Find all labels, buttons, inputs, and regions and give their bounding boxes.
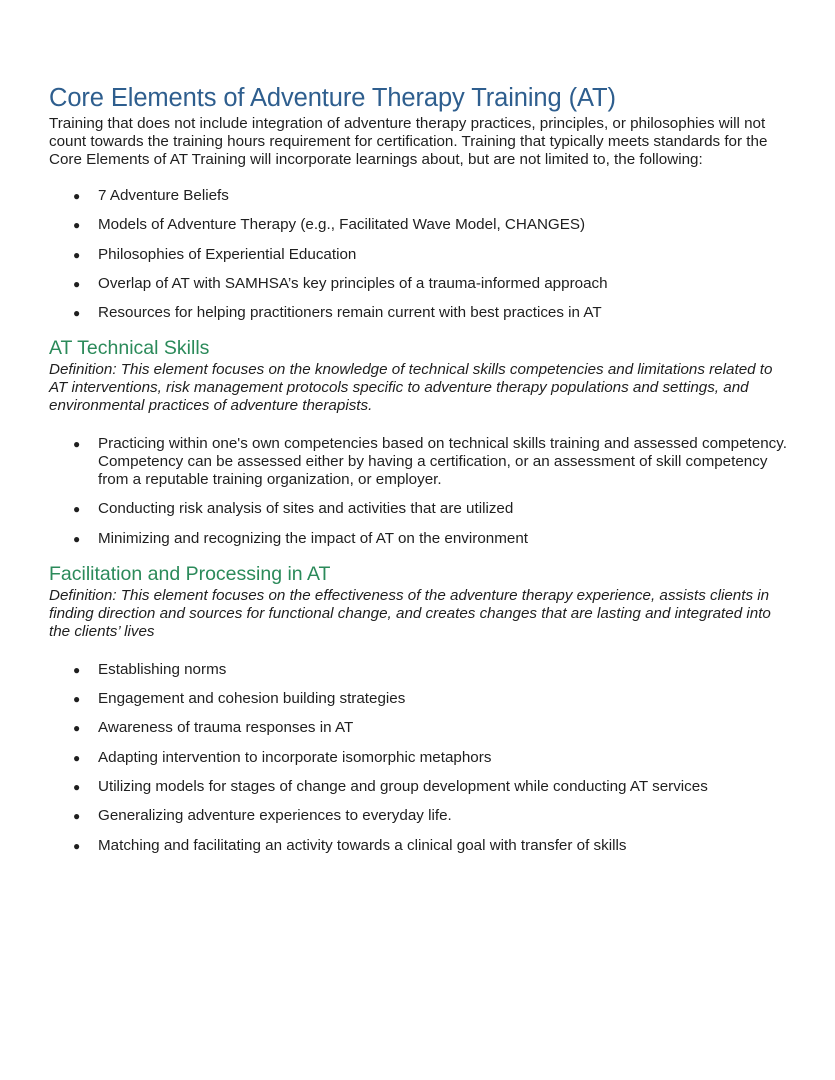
list-item: ● Philosophies of Experiential Education — [73, 245, 357, 263]
bullet-icon: ● — [73, 692, 81, 707]
bullet-icon: ● — [73, 662, 81, 677]
list-item: ● Models of Adventure Therapy (e.g., Facilitated Wave Model, CHANGES) — [73, 216, 586, 234]
list-item: ● Overlap of AT with SAMHSA’s key principles of a trauma-informed approach — [73, 274, 608, 292]
bullet-icon: ● — [73, 502, 81, 517]
definition-facilitation: Definition: This element focuses on the effectiveness of the adventure therapy experience, assists clients in finding direction and sources for functional change, and creates changes that are lasting and integrated into the clients’ lives — [49, 586, 771, 640]
list-item: ● Awareness of trauma responses in AT — [73, 719, 354, 737]
list-item: ● Generalizing adventure experiences to everyday life. — [73, 807, 452, 825]
document-page — [49, 82, 791, 866]
list-item: ● Adapting intervention to incorporate isomorphic metaphors — [73, 748, 492, 766]
bullet-icon: ● — [73, 838, 81, 853]
bullet-icon: ● — [73, 276, 81, 291]
list-item: ● Matching and facilitating an activity towards a clinical goal with transfer of skills — [73, 836, 627, 854]
section-heading-technical-skills: AT Technical Skills — [49, 337, 210, 360]
bullet-icon: ● — [73, 531, 81, 546]
list-item: ● Minimizing and recognizing the impact of AT on the environment — [73, 529, 528, 547]
page-title: Core Elements of Adventure Therapy Training (AT) — [49, 84, 616, 112]
bullet-icon: ● — [73, 809, 81, 824]
technical-skills-list — [49, 435, 791, 548]
bullet-icon: ● — [73, 189, 81, 203]
definition-technical-skills: Definition: This element focuses on the knowledge of technical skills competencies and limitations related to AT interventions, risk management protocols specific to adventure therapy populations and settings, and environmental practices of adventure therapists. — [49, 361, 773, 415]
section-heading-facilitation: Facilitation and Processing in AT — [49, 562, 331, 585]
bullet-icon: ● — [73, 750, 81, 765]
facilitation-list — [49, 661, 791, 855]
bullet-icon: ● — [73, 247, 81, 262]
bullet-icon: ● — [73, 779, 81, 794]
bullet-icon: ● — [73, 306, 81, 321]
list-item: ● Engagement and cohesion building strategies — [73, 690, 406, 708]
bullet-icon: ● — [73, 721, 81, 736]
list-item: ● Conducting risk analysis of sites and activities that are utilized — [73, 500, 514, 518]
list-item: ● 7 Adventure Beliefs — [73, 187, 229, 204]
list-item: ● Establishing norms — [73, 660, 227, 678]
list-item: ● Resources for helping practitioners remain current with best practices in AT — [73, 304, 602, 322]
intro-paragraph: Training that does not include integration of adventure therapy practices, principles, or philosophies will not count towards the training hours requirement for certification. Training that typically meets standards for the Core Elements of AT Training will incorporate learnings about, but are not limited to, the following: — [49, 115, 768, 168]
bullet-icon: ● — [73, 218, 81, 233]
list-item: ● Practicing within one's own competencies based on technical skills training and assessed competency. Competency can be assessed either by having a certification, or an assessment of skill competency from a reputable training organization, or employer. — [73, 435, 787, 489]
bullet-icon: ● — [73, 437, 81, 452]
core-elements-list — [49, 187, 791, 322]
list-item: ● Utilizing models for stages of change and group development while conducting AT services — [73, 777, 708, 795]
